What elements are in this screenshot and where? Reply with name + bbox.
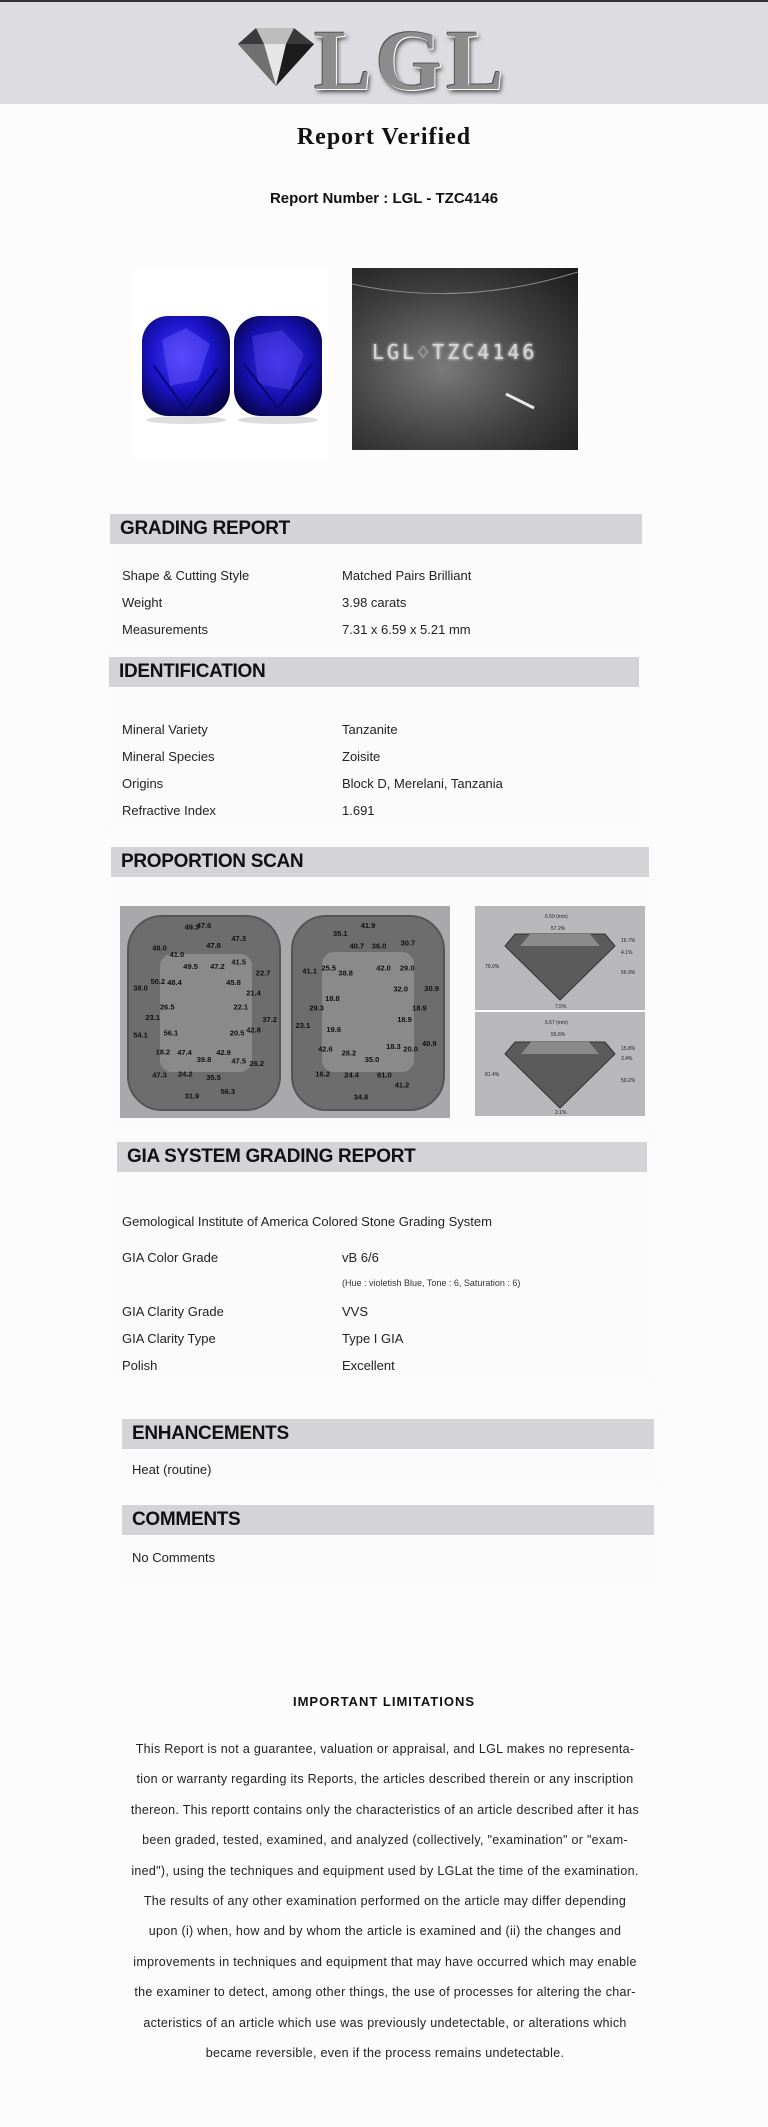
tanzanite-pair-image xyxy=(132,270,328,458)
scan-value: 19.6 xyxy=(326,1024,342,1034)
scan-value: 40.7 xyxy=(349,941,365,951)
profile-width: 6.57 (mm) xyxy=(545,1020,568,1026)
scan-value: 42.8 xyxy=(246,1025,261,1035)
row-label: GIA Clarity Type xyxy=(122,1331,216,1346)
row-label: Mineral Species xyxy=(122,749,215,764)
scan-value: 41.9 xyxy=(360,921,376,930)
side-profile-top xyxy=(475,906,645,1010)
scan-value: 38.0 xyxy=(133,983,148,993)
profile-culet: 7.5% xyxy=(555,1004,567,1010)
scan-value: 37.2 xyxy=(262,1014,278,1024)
profile-crown: 16.7% xyxy=(621,938,636,944)
girdle-inscription: LGL♢TZC4146 xyxy=(372,340,538,364)
limitations-line: the examiner to detect, among other things, the use of processes for altering the char- xyxy=(134,1985,636,2000)
scan-value: 18.3 xyxy=(386,1042,401,1051)
scan-value: 35.0 xyxy=(364,1054,380,1064)
scan-value: 41.0 xyxy=(169,950,185,959)
scan-value: 29.3 xyxy=(309,1003,324,1013)
row-label: Refractive Index xyxy=(122,803,216,818)
report-number: Report Number : LGL - TZC4146 xyxy=(269,190,499,207)
scan-value: 16.2 xyxy=(315,1069,330,1079)
limitations-line: tion or warranty regarding its Reports, the articles described therein or any inscription xyxy=(136,1772,634,1787)
row-label: GIA Clarity Grade xyxy=(122,1304,224,1319)
profile-girdle: 4.1% xyxy=(621,950,633,956)
scan-value: 35.5 xyxy=(206,1072,221,1082)
gia-panel: GIA SYSTEM GRADING REPORT Gemological Institute of America Colored Stone Grading System GIA Color Grade vB 6/6 (Hue : violetish Blue, Tone : 6, Saturation : 6) GIA Clarity Grade VVS GIA Clarity Type Type I GIA Polish Excellent xyxy=(108,1138,654,1378)
scan-value: 54.1 xyxy=(133,1030,148,1040)
row-value: Excellent xyxy=(342,1358,395,1373)
scan-value: 56.1 xyxy=(163,1028,179,1038)
scan-value: 18.9 xyxy=(397,1014,412,1024)
scan-value: 56.3 xyxy=(220,1087,236,1097)
row-value: 3.98 carats xyxy=(342,595,407,610)
profile-pavilion: 59.2% xyxy=(621,1078,636,1084)
limitations-line: been graded, tested, examined, and analyzed (collectively, "examination" or "exam- xyxy=(142,1833,628,1848)
row-value: Matched Pairs Brilliant xyxy=(342,568,472,583)
profile-girdle: 3.4% xyxy=(621,1056,633,1062)
scan-value: 20.0 xyxy=(403,1044,418,1054)
scan-value: 42.9 xyxy=(216,1047,231,1057)
comments-heading: COMMENTS xyxy=(122,1505,654,1535)
profile-culet: 2.1% xyxy=(555,1110,567,1116)
limitations-line: This Report is not a guarantee, valuation or appraisal, and LGL makes no representa- xyxy=(135,1742,635,1756)
scan-value: 18.8 xyxy=(325,994,340,1004)
scan-value: 47.5 xyxy=(231,1056,247,1066)
scan-value: 41.5 xyxy=(231,957,247,967)
scan-value: 23.1 xyxy=(295,1020,311,1030)
grading-report-heading: GRADING REPORT xyxy=(110,514,642,544)
scan-value: 38.8 xyxy=(338,968,353,978)
row-label: Origins xyxy=(122,776,164,791)
scan-value: 47.2 xyxy=(210,962,225,972)
row-value: Block D, Merelani, Tanzania xyxy=(342,776,503,791)
profile-width: 6.59 (mm) xyxy=(545,914,568,920)
scan-value: 30.9 xyxy=(424,984,439,993)
scan-value: 20.5 xyxy=(229,1028,245,1038)
scan-value: 50.2 xyxy=(150,977,166,987)
enhancements-panel: ENHANCEMENTS Heat (routine) xyxy=(120,1412,660,1484)
scan-value: 28.2 xyxy=(341,1048,357,1058)
row-value: 1.691 xyxy=(342,803,375,818)
inscription-marks xyxy=(352,268,578,450)
scan-value: 36.0 xyxy=(371,941,387,951)
scan-value: 23.1 xyxy=(145,1013,161,1023)
row-value: Type I GIA xyxy=(342,1331,404,1346)
profile-table: 55.6% xyxy=(551,1032,566,1038)
pavilion-profile-1 xyxy=(475,906,645,1010)
pavilion-profile-2 xyxy=(475,1012,645,1116)
scan-value: 25.5 xyxy=(321,963,337,973)
row-label: Mineral Variety xyxy=(122,722,208,737)
scan-value: 24.4 xyxy=(344,1070,359,1080)
scan-value: 24.2 xyxy=(178,1069,193,1079)
scan-value: 47.6 xyxy=(196,921,212,930)
limitations-text xyxy=(118,1734,652,2068)
header-bar xyxy=(0,0,768,108)
limitations-line: upon (i) when, how and by whom the article is examined and (ii) the changes and xyxy=(148,1924,622,1939)
row-value: 7.31 x 6.59 x 5.21 mm xyxy=(342,622,471,637)
row-value: VVS xyxy=(342,1304,369,1319)
profile-pavilion: 56.9% xyxy=(621,970,636,976)
scan-value: 26.5 xyxy=(159,1002,175,1012)
diamond-logo-icon xyxy=(232,22,322,92)
identification-panel xyxy=(108,656,646,828)
scan-value: 48.0 xyxy=(152,943,167,953)
scan-value: 35.1 xyxy=(332,928,348,938)
scan-value: 47.3 xyxy=(231,933,247,943)
page-title: Report Verified xyxy=(296,124,472,150)
scan-value: 34.8 xyxy=(353,1092,369,1102)
limitations-line: thereon. This reportt contains only the characteristics of an article described after it has xyxy=(130,1802,640,1817)
scan-value: 41.1 xyxy=(302,966,318,976)
proportion-scan-heading: PROPORTION SCAN xyxy=(111,847,649,877)
profile-table: 57.2% xyxy=(551,926,566,932)
identification-heading: IDENTIFICATION xyxy=(109,657,639,687)
scan-value: 41.2 xyxy=(394,1080,410,1090)
scan-value: 18.9 xyxy=(412,1003,427,1013)
scan-value: 61.0 xyxy=(377,1070,392,1080)
gem-photo xyxy=(132,270,328,458)
proportion-scan-top-view xyxy=(120,906,450,1118)
scan-value: 40.9 xyxy=(421,1038,437,1048)
scan-value: 47.8 xyxy=(206,941,221,951)
row-label: Shape & Cutting Style xyxy=(122,568,250,583)
scan-value: 39.8 xyxy=(196,1055,212,1065)
scan-value: 31.9 xyxy=(184,1091,200,1101)
profile-depth: 79.0% xyxy=(485,964,500,970)
row-value: Zoisite xyxy=(342,749,381,764)
scan-value: 47.3 xyxy=(152,1070,167,1080)
scan-value: 21.4 xyxy=(246,988,261,998)
logo-text: LGL xyxy=(314,12,508,108)
scan-value: 26.2 xyxy=(249,1058,265,1068)
limitations-line: became reversible, even if the process remains undetectable. xyxy=(205,2046,565,2061)
row-value: Tanzanite xyxy=(342,722,398,737)
grading-report-panel xyxy=(108,512,646,652)
profile-depth: 81.4% xyxy=(485,1072,500,1078)
limitations-line: improvements in techniques and equipment that may have occurred which may enable xyxy=(133,1954,637,1969)
scan-value: 32.0 xyxy=(393,984,409,994)
gia-heading: GIA SYSTEM GRADING REPORT xyxy=(117,1142,647,1172)
side-profile-bottom xyxy=(475,1012,645,1116)
row-label: Polish xyxy=(122,1358,158,1373)
scan-value: 30.7 xyxy=(400,938,416,948)
scan-value: 22.1 xyxy=(233,1002,249,1012)
scan-value: 18.2 xyxy=(155,1047,171,1057)
scan-value: 42.0 xyxy=(376,963,391,973)
enhancements-heading: ENHANCEMENTS xyxy=(122,1419,654,1449)
scan-value: 42.6 xyxy=(318,1044,333,1054)
scan-value: 29.0 xyxy=(399,963,415,973)
limitations-heading: IMPORTANT LIMITATIONS xyxy=(292,1694,476,1709)
scan-value: 22.7 xyxy=(255,968,271,978)
row-label: Measurements xyxy=(122,622,208,637)
comments-panel: COMMENTS No Comments xyxy=(120,1498,660,1590)
row-value: vB 6/6 xyxy=(342,1250,379,1265)
profile-crown: 15.8% xyxy=(621,1046,636,1052)
scan-value: 48.4 xyxy=(167,978,182,987)
scan-outline xyxy=(120,906,450,1118)
limitations-line: ined"), using the techniques and equipment used by LGLat the time of the examination. xyxy=(131,1863,639,1878)
scan-value: 47.4 xyxy=(177,1047,192,1057)
scan-value: 49.3 xyxy=(184,922,200,932)
scan-value: 45.8 xyxy=(226,978,241,987)
row-label: Weight xyxy=(122,595,163,610)
limitations-line: acteristics of an article which use was previously undetectable, or alterations which xyxy=(143,2015,627,2030)
scan-value: 49.5 xyxy=(183,962,198,972)
inscription-photo xyxy=(352,268,578,450)
limitations-line: The results of any other examination performed on the article may differ depending xyxy=(143,1894,627,1909)
lgl-logo[interactable] xyxy=(232,12,508,108)
row-label: GIA Color Grade xyxy=(122,1250,219,1265)
